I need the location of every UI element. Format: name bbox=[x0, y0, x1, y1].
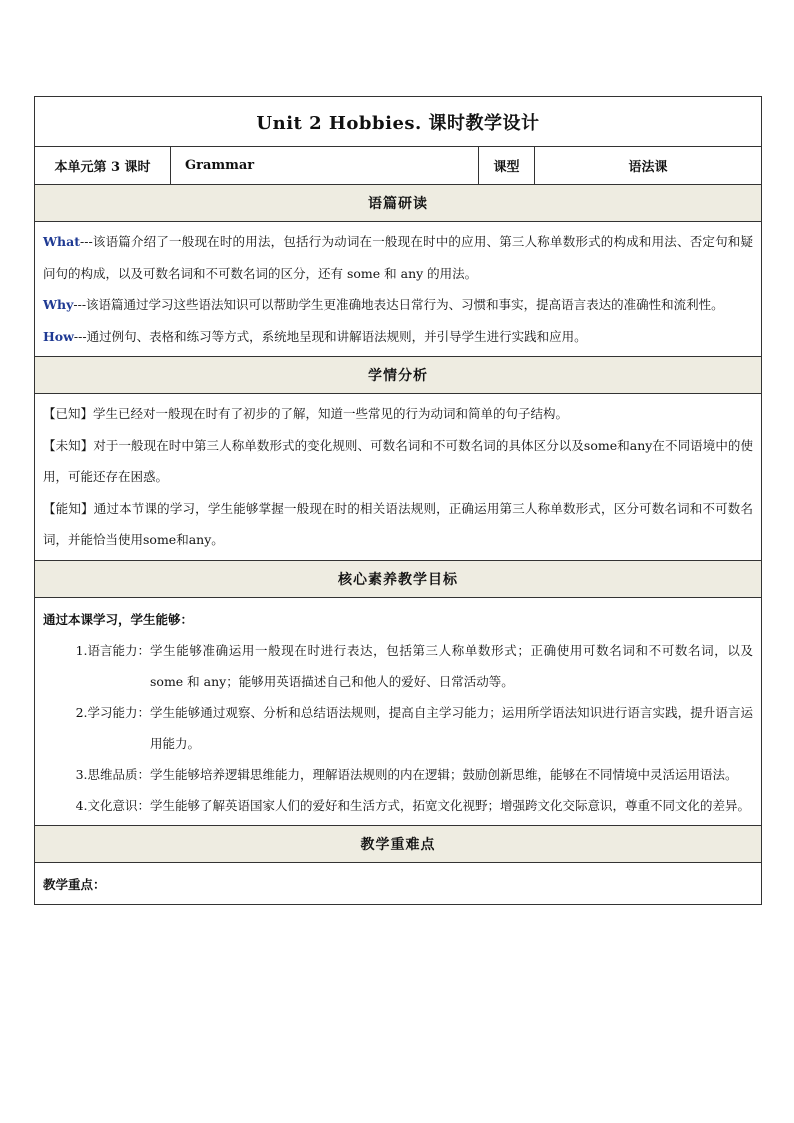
known-paragraph: 【已知】学生已经对一般现在时有了初步的了解，知道一些常见的行为动词和简单的句子结构。 bbox=[43, 406, 569, 421]
lesson-content-cell: Grammar bbox=[171, 147, 479, 184]
goal-item bbox=[43, 635, 753, 697]
section-heading-analysis: 学情分析 bbox=[35, 357, 761, 394]
lesson-type-label-cell: 课型 bbox=[479, 147, 535, 184]
section-heading-goals: 核心素养教学目标 bbox=[35, 561, 761, 598]
unknown-paragraph: 【未知】对于一般现在时中第三人称单数形式的变化规则、可数名词和不可数名词的具体区分以及some和any在不同语境中的使用，可能还存在困惑。 bbox=[43, 437, 753, 484]
reading-body bbox=[35, 222, 761, 357]
goals-intro: 通过本课学习，学生能够： bbox=[43, 611, 194, 627]
lesson-number-cell: 本单元第 3 课时 bbox=[35, 147, 171, 184]
how-lead: How bbox=[43, 328, 74, 344]
why-paragraph bbox=[43, 289, 753, 321]
goal-label: 3.思维品质： bbox=[75, 766, 150, 782]
what-lead: What bbox=[43, 234, 80, 249]
goal-text: 学生能够了解英语国家人们的爱好和生活方式，拓宽文化视野；增强跨文化交际意识，尊重不同文化的差异。 bbox=[150, 797, 751, 813]
goal-text: 学生能够培养逻辑思维能力，理解语法规则的内在逻辑；鼓励创新思维，能够在不同情境中灵活运用语法。 bbox=[150, 766, 738, 782]
focus-label: 教学重点： bbox=[43, 876, 106, 892]
key-points-body bbox=[35, 863, 761, 905]
section-heading-reading: 语篇研读 bbox=[35, 185, 761, 222]
what-paragraph bbox=[43, 226, 753, 289]
goal-label: 1.语言能力： bbox=[75, 642, 150, 658]
why-text: ---该语篇通过学习这些语法知识可以帮助学生更准确地表达日常行为、习惯和事实，提高语言表达的准确性和流利性。 bbox=[73, 297, 724, 312]
goal-item bbox=[43, 697, 753, 759]
document-title: Unit 2 Hobbies. 课时教学设计 bbox=[35, 97, 761, 147]
goal-text: 学生能够准确运用一般现在时进行表达，包括第三人称单数形式；正确使用可数名词和不可数名词，以及 some 和 any；能够用英语描述自己和他人的爱好、日常活动等。 bbox=[150, 642, 753, 689]
why-lead: Why bbox=[43, 297, 74, 312]
goal-item bbox=[43, 790, 753, 821]
what-text: ---该语篇介绍了一般现在时的用法，包括行为动词在一般现在时中的应用、第三人称单数形式的构成和用法、否定句和疑问句的构成，以及可数名词和不可数名词的区分，还有 some 和 any 的用法。 bbox=[43, 234, 753, 281]
goal-label: 2.学习能力： bbox=[75, 704, 150, 720]
goal-text: 学生能够通过观察、分析和总结语法规则，提高自主学习能力；运用所学语法知识进行语言实践，提升语言运用能力。 bbox=[150, 704, 753, 751]
lesson-plan-table bbox=[34, 96, 762, 905]
analysis-body bbox=[35, 394, 761, 561]
goal-label: 4.文化意识： bbox=[75, 797, 150, 813]
section-heading-key-points: 教学重难点 bbox=[35, 826, 761, 863]
goal-item bbox=[43, 759, 753, 790]
lesson-type-value-cell: 语法课 bbox=[628, 160, 668, 175]
how-paragraph bbox=[43, 321, 753, 353]
goals-body bbox=[35, 598, 761, 826]
able-paragraph: 【能知】通过本节课的学习，学生能够掌握一般现在时的相关语法规则，正确运用第三人称单数形式，区分可数名词和不可数名词，并能恰当使用some和any。 bbox=[43, 500, 753, 547]
lesson-info-row bbox=[35, 147, 761, 185]
how-text: ---通过例句、表格和练习等方式，系统地呈现和讲解语法规则，并引导学生进行实践和应用。 bbox=[73, 328, 587, 344]
